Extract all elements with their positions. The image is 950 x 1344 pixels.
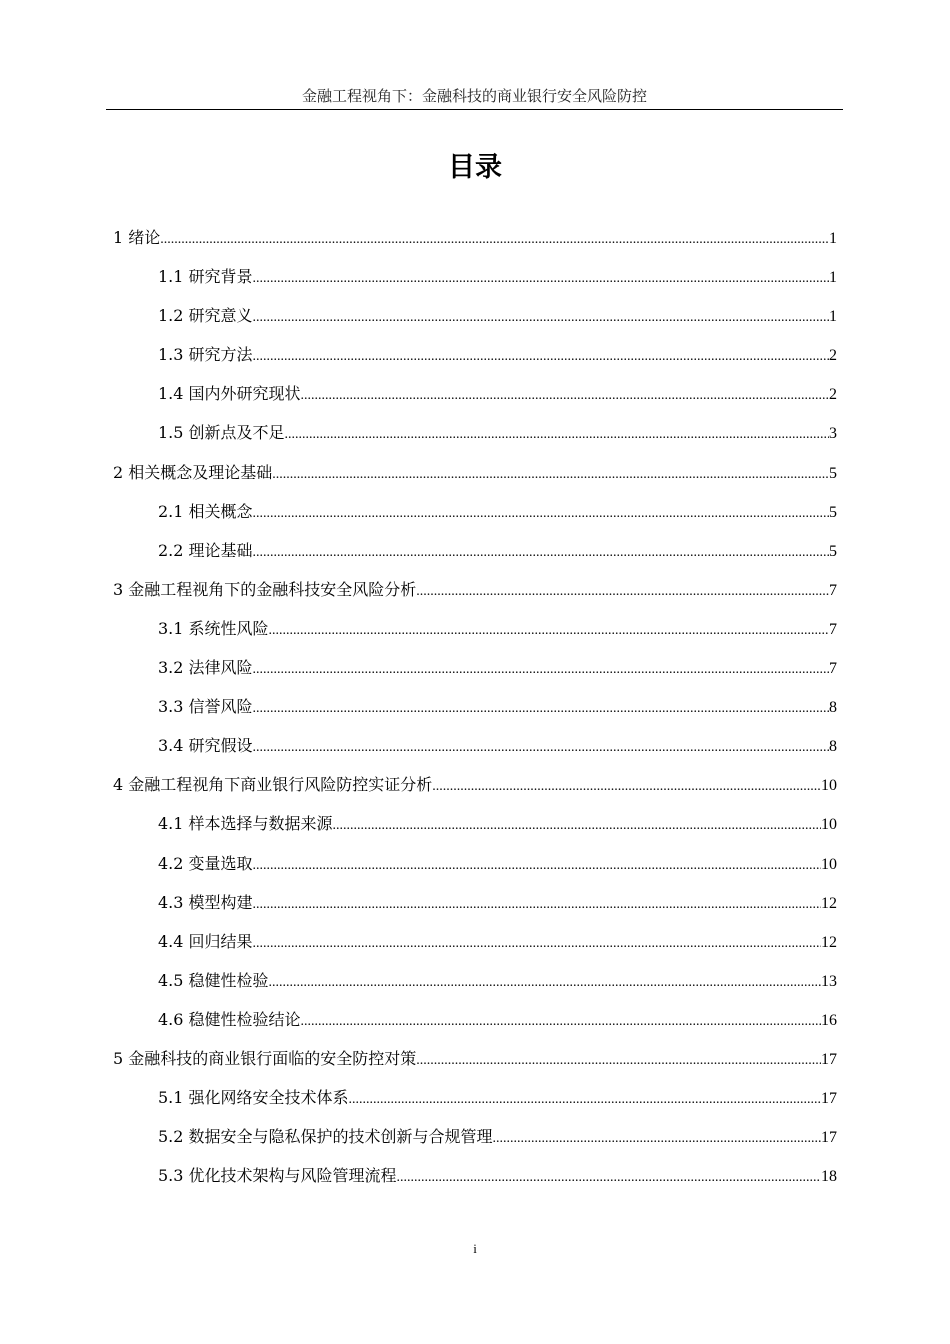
- toc-dot-leader: [432, 772, 821, 800]
- toc-entry[interactable]: [113, 499, 837, 538]
- toc-entry-page: 1: [829, 269, 837, 287]
- toc-entry-page: 5: [829, 542, 837, 560]
- toc-entry[interactable]: [113, 225, 837, 264]
- toc-entry[interactable]: [113, 381, 837, 420]
- toc-dot-leader: [253, 538, 829, 566]
- toc-entry-page: 16: [821, 1011, 837, 1029]
- toc-entry-label: 4.6 稳健性检验结论: [158, 1009, 301, 1029]
- toc-entry[interactable]: [113, 929, 837, 968]
- toc-dot-leader: [301, 381, 829, 409]
- header-rule: [106, 109, 843, 110]
- toc-dot-leader: [397, 1163, 821, 1191]
- toc-entry[interactable]: [113, 460, 837, 499]
- toc-entry-page: 17: [821, 1090, 837, 1108]
- toc-entry[interactable]: [113, 772, 837, 811]
- toc-dot-leader: [301, 1007, 821, 1035]
- toc-entry[interactable]: [113, 1124, 837, 1163]
- toc-dot-leader: [253, 890, 821, 918]
- toc-entry-page: 18: [821, 1168, 837, 1186]
- toc-entry-label: 4.5 稳健性检验: [158, 970, 269, 990]
- toc-entry-page: 3: [829, 425, 837, 443]
- toc-entry-page: 8: [829, 699, 837, 717]
- toc-entry-label: 2.1 相关概念: [158, 501, 253, 521]
- toc-dot-leader: [253, 694, 829, 722]
- toc-entry-label: 2 相关概念及理论基础: [113, 462, 273, 482]
- toc-entry-page: 12: [821, 894, 837, 912]
- toc-dot-leader: [493, 1124, 821, 1152]
- toc-entry-page: 7: [829, 660, 837, 678]
- toc-entry-page: 17: [821, 1129, 837, 1147]
- toc-entry-page: 7: [829, 581, 837, 599]
- toc-entry-label: 5 金融科技的商业银行面临的安全防控对策: [113, 1048, 417, 1068]
- toc-entry-label: 4.4 回归结果: [158, 931, 253, 951]
- toc-entry[interactable]: [113, 342, 837, 381]
- toc-entry-page: 5: [829, 503, 837, 521]
- toc-dot-leader: [253, 499, 829, 527]
- toc-dot-leader: [416, 1046, 821, 1074]
- table-of-contents: [113, 225, 837, 1202]
- toc-entry-label: 3 金融工程视角下的金融科技安全风险分析: [113, 579, 417, 599]
- toc-entry-page: 1: [829, 230, 837, 247]
- toc-entry-label: 1.5 创新点及不足: [158, 423, 285, 443]
- page-number: i: [473, 1241, 477, 1256]
- toc-entry-page: 7: [829, 620, 837, 638]
- toc-entry-page: 5: [829, 464, 837, 482]
- toc-entry[interactable]: [113, 655, 837, 694]
- toc-entry-label: 4.2 变量选取: [158, 853, 253, 873]
- toc-dot-leader: [160, 225, 829, 253]
- toc-dot-leader: [272, 460, 829, 488]
- toc-dot-leader: [253, 929, 821, 957]
- toc-entry-page: 8: [829, 738, 837, 756]
- toc-dot-leader: [253, 342, 829, 370]
- toc-entry-label: 4.1 样本选择与数据来源: [158, 814, 333, 834]
- toc-entry[interactable]: [113, 616, 837, 655]
- toc-entry-label: 4.3 模型构建: [158, 892, 253, 912]
- toc-dot-leader: [333, 811, 821, 839]
- toc-entry[interactable]: [113, 733, 837, 772]
- toc-entry-page: 2: [829, 347, 837, 365]
- toc-dot-leader: [269, 616, 829, 644]
- toc-entry[interactable]: [113, 890, 837, 929]
- toc-entry[interactable]: [113, 851, 837, 890]
- toc-entry[interactable]: [113, 1046, 837, 1085]
- toc-entry-label: 5.3 优化技术架构与风险管理流程: [158, 1166, 397, 1186]
- toc-entry-label: 5.1 强化网络安全技术体系: [158, 1088, 349, 1108]
- toc-entry-page: 10: [821, 777, 837, 795]
- toc-entry-page: 10: [821, 816, 837, 834]
- toc-entry-label: 3.1 系统性风险: [158, 618, 269, 638]
- toc-dot-leader: [253, 851, 821, 879]
- toc-entry-label: 4 金融工程视角下商业银行风险防控实证分析: [113, 775, 433, 795]
- toc-entry[interactable]: [113, 1163, 837, 1202]
- toc-entry-label: 5.2 数据安全与隐私保护的技术创新与合规管理: [158, 1127, 493, 1147]
- toc-dot-leader: [253, 733, 829, 761]
- toc-entry-page: 1: [829, 308, 837, 326]
- toc-entry[interactable]: [113, 1007, 837, 1046]
- toc-dot-leader: [253, 264, 829, 292]
- toc-dot-leader: [285, 420, 829, 448]
- toc-dot-leader: [349, 1085, 821, 1113]
- toc-entry-page: 17: [821, 1050, 837, 1068]
- toc-entry-label: 1.1 研究背景: [158, 267, 253, 287]
- toc-entry-label: 3.2 法律风险: [158, 658, 253, 678]
- running-header-title: 金融工程视角下：金融科技的商业银行安全风险防控: [301, 87, 647, 105]
- toc-entry-label: 1.2 研究意义: [158, 306, 253, 326]
- toc-entry-page: 13: [821, 972, 837, 990]
- toc-dot-leader: [269, 968, 821, 996]
- toc-entry[interactable]: [113, 303, 837, 342]
- toc-entry-page: 2: [829, 386, 837, 404]
- toc-entry[interactable]: [113, 968, 837, 1007]
- toc-entry-page: 10: [821, 855, 837, 873]
- toc-entry[interactable]: [113, 420, 837, 459]
- toc-entry-page: 12: [821, 933, 837, 951]
- toc-entry-label: 2.2 理论基础: [158, 540, 253, 560]
- toc-dot-leader: [253, 655, 829, 683]
- toc-entry-label: 3.4 研究假设: [158, 736, 253, 756]
- toc-entry-label: 1.4 国内外研究现状: [158, 384, 301, 404]
- toc-entry[interactable]: [113, 538, 837, 577]
- toc-dot-leader: [416, 577, 829, 605]
- toc-entry-label: 3.3 信誉风险: [158, 697, 253, 717]
- toc-entry[interactable]: [113, 811, 837, 850]
- toc-entry-label: 1.3 研究方法: [158, 345, 253, 365]
- toc-dot-leader: [253, 303, 829, 331]
- toc-title: 目录: [448, 152, 502, 183]
- toc-entry[interactable]: [113, 577, 837, 616]
- toc-entry[interactable]: [113, 1085, 837, 1124]
- toc-entry[interactable]: [113, 264, 837, 303]
- toc-entry[interactable]: [113, 694, 837, 733]
- toc-entry-label: 1 绪论: [113, 228, 161, 247]
